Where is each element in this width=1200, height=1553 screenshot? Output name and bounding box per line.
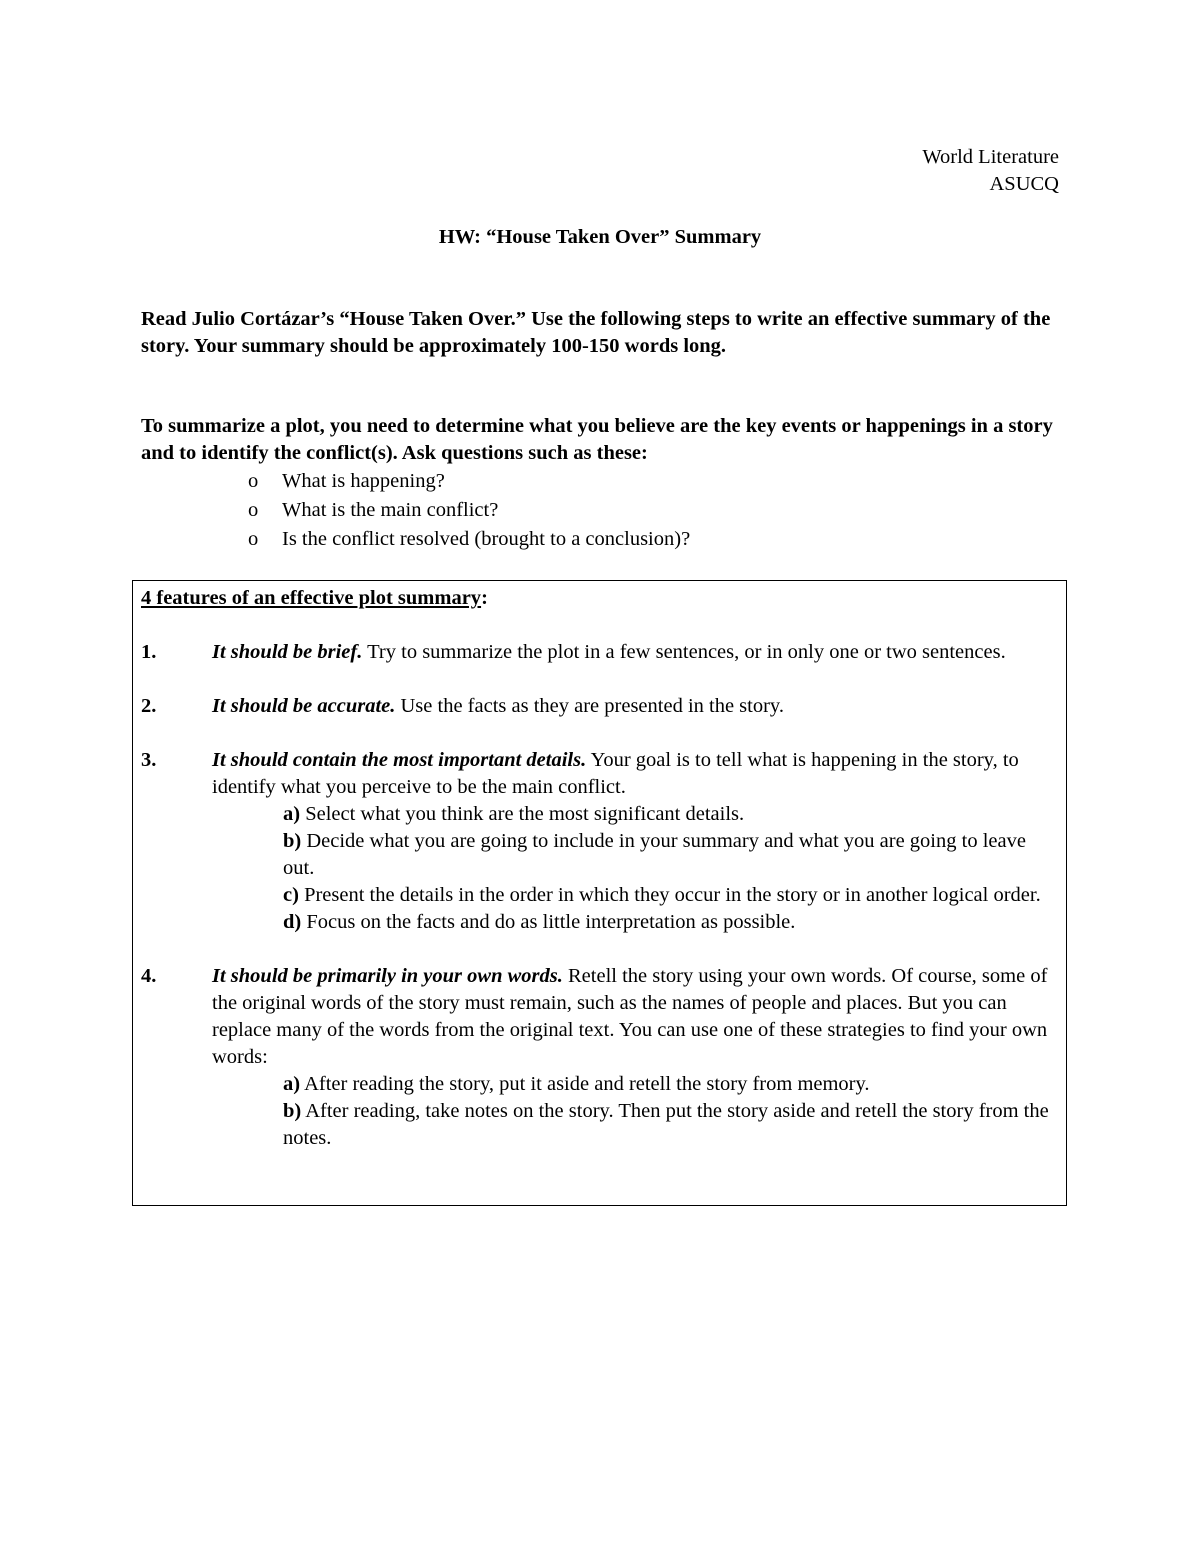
feature-body <box>212 963 1056 1152</box>
feature-item <box>141 747 1056 936</box>
feature-body <box>212 693 1056 720</box>
feature-text: Retell the story using your own words. Of course, some of the original words of the story must remain, such as the names of people and places. But you can replace many of the words from the original text. You can use one of these strategies to find your own words: <box>212 965 1048 1068</box>
bullet-icon: o <box>248 528 259 550</box>
sub-text: After reading, take notes on the story. Then put the story aside and retell the story from the notes. <box>283 1100 1049 1149</box>
feature-body <box>212 747 1056 936</box>
sub-text: Focus on the facts and do as little interpretation as possible. <box>301 911 796 933</box>
features-box <box>132 580 1067 1206</box>
sub-letter: b) <box>283 830 302 852</box>
header-block <box>922 144 1059 198</box>
feature-text: Try to summarize the plot in a few sentences, or in only one or two sentences. <box>362 641 1006 663</box>
feature-item <box>141 963 1056 1152</box>
sub-item <box>283 801 1056 828</box>
sub-text: Select what you think are the most significant details. <box>300 803 745 825</box>
plot-instructions <box>141 413 1061 554</box>
features-heading-line <box>141 585 1056 612</box>
feature-lead: It should be accurate. <box>212 695 396 717</box>
bullet-icon: o <box>248 470 259 492</box>
feature-text: Use the facts as they are presented in the story. <box>395 695 784 717</box>
feature-text: Your goal is to tell what is happening in the story, to identify what you perceive to be the main conflict. <box>212 749 1019 798</box>
feature-item <box>141 693 1056 720</box>
assignment-title: HW: “House Taken Over” Summary <box>438 226 762 248</box>
feature-item <box>141 639 1056 666</box>
sub-letter: c) <box>283 884 299 906</box>
bullet-icon: o <box>248 499 259 521</box>
feature-lead: It should be brief. <box>212 641 363 663</box>
question-text: What is the main conflict? <box>282 499 499 521</box>
question-text: Is the conflict resolved (brought to a conclusion)? <box>282 528 691 550</box>
plot-lead: To summarize a plot, you need to determine what you believe are the key events or happenings in a story and to identify the conflict(s). Ask questions such as these: <box>141 415 1053 464</box>
sub-letter: b) <box>283 1100 302 1122</box>
feature-body <box>212 639 1056 666</box>
feature-number: 4. <box>141 965 157 987</box>
question-text: What is happening? <box>282 470 445 492</box>
heading-colon: : <box>481 587 488 609</box>
feature-lead: It should be primarily in your own words. <box>212 965 563 987</box>
intro-paragraph: Read Julio Cortázar’s “House Taken Over.” Use the following steps to write an effective summary of the story. Your summary should be approximately 100-150 words long. <box>141 308 1051 357</box>
feature-lead: It should contain the most important details. <box>212 749 587 771</box>
course-code: ASUCQ <box>989 173 1059 195</box>
features-heading: 4 features of an effective plot summary <box>141 587 482 609</box>
list-item <box>242 525 1061 554</box>
sub-item <box>283 828 1056 882</box>
feature-number: 3. <box>141 749 157 771</box>
list-item <box>242 496 1061 525</box>
sub-letter: d) <box>283 911 302 933</box>
sub-text: After reading the story, put it aside and retell the story from memory. <box>300 1073 870 1095</box>
list-item <box>242 467 1061 496</box>
sub-item <box>283 1098 1056 1152</box>
feature-number: 1. <box>141 641 157 663</box>
sub-text: Decide what you are going to include in your summary and what you are going to leave out. <box>283 830 1026 879</box>
sub-text: Present the details in the order in which they occur in the story or in another logical order. <box>298 884 1041 906</box>
sub-item <box>283 909 1056 936</box>
sub-item <box>283 1071 1056 1098</box>
course-name: World Literature <box>922 146 1059 168</box>
feature-number: 2. <box>141 695 157 717</box>
sub-item <box>283 882 1056 909</box>
question-list <box>141 467 1061 554</box>
sub-letter: a) <box>283 803 301 825</box>
sub-letter: a) <box>283 1073 301 1095</box>
features-content <box>141 585 1056 1152</box>
